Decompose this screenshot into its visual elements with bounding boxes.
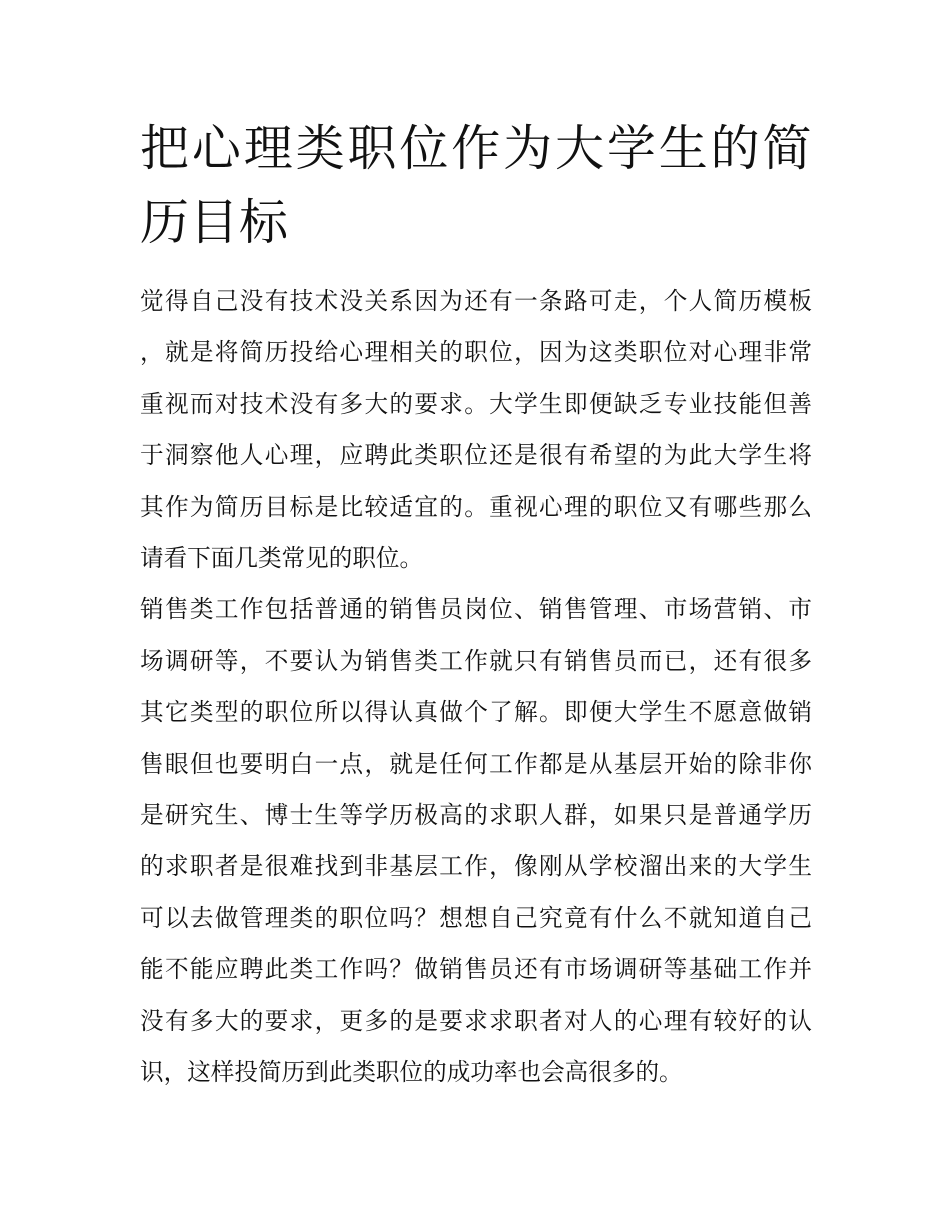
paragraph-1 <box>140 276 812 584</box>
document-body <box>140 276 812 1099</box>
text-line: 识，这样投简历到此类职位的成功率也会高很多的。 <box>140 1058 683 1087</box>
text-line: 于洞察他人心理，应聘此类职位还是很有希望的为此大学生将 <box>140 441 812 470</box>
title-line: 历目标 <box>140 194 289 251</box>
text-line: 销售类工作包括普通的销售员岗位、销售管理、市场营销、市 <box>140 595 812 624</box>
text-line: 可以去做管理类的职位吗？想想自己究竟有什么不就知道自己 <box>140 903 812 932</box>
text-line: 其作为简历目标是比较适宜的。重视心理的职位又有哪些那么 <box>140 492 812 521</box>
text-line: 请看下面几类常见的职位。 <box>140 544 424 573</box>
text-line: 是研究生、博士生等学历极高的求职人群，如果只是普通学历 <box>140 801 812 830</box>
text-line: ，就是将简历投给心理相关的职位，因为这类职位对心理非常 <box>140 338 812 367</box>
text-line: 其它类型的职位所以得认真做个了解。即便大学生不愿意做销 <box>140 698 812 727</box>
text-line: 的求职者是很难找到非基层工作，像刚从学校溜出来的大学生 <box>140 852 812 881</box>
text-line: 没有多大的要求，更多的是要求求职者对人的心理有较好的认 <box>140 1006 812 1035</box>
text-line: 觉得自己没有技术没关系因为还有一条路可走，个人简历模板 <box>140 287 812 315</box>
paragraph-2 <box>140 584 812 1098</box>
text-line: 重视而对技术没有多大的要求。大学生即便缺乏专业技能但善 <box>140 389 812 418</box>
text-line: 能不能应聘此类工作吗？做销售员还有市场调研等基础工作并 <box>140 955 812 984</box>
title-line: 把心理类职位作为大学生的简 <box>140 120 812 177</box>
text-line: 售眼但也要明白一点，就是任何工作都是从基层开始的除非你 <box>140 749 812 778</box>
text-line: 场调研等，不要认为销售类工作就只有销售员而已，还有很多 <box>140 646 812 675</box>
document-title <box>140 112 812 260</box>
